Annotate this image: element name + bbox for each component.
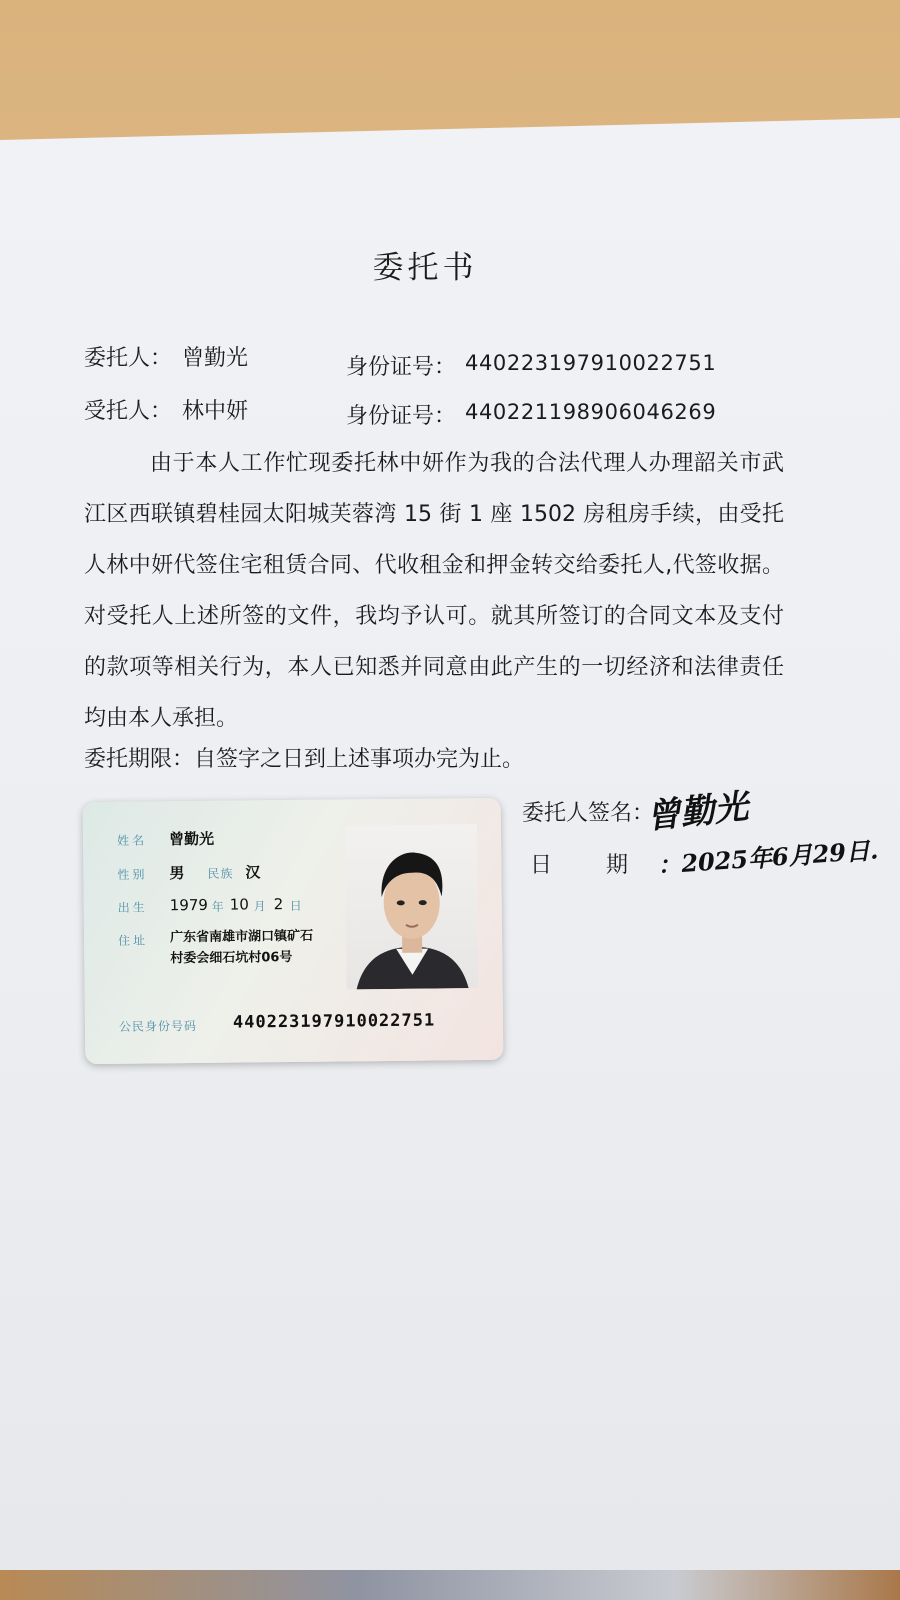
id-year-char: 年	[211, 899, 224, 914]
id-sex-label: 性别	[117, 867, 148, 882]
agent-label: 受托人：	[84, 399, 173, 424]
date-label	[530, 848, 628, 879]
id-name: 曾勤光	[168, 829, 215, 849]
entrustment-term: 委托期限：自签字之日到上述事项办完为止。	[84, 747, 525, 772]
id-sex: 男	[169, 864, 185, 883]
agent-id-label: 身份证号：	[346, 404, 457, 429]
id-day-char: 日	[289, 898, 302, 914]
id-address-line1: 广东省南雄市湖口镇矿石	[169, 928, 314, 946]
id-number: 440223197910022751	[232, 1010, 436, 1033]
date-label-char-2: 期	[606, 853, 629, 878]
agent-id-number: 440221198906046269	[465, 400, 717, 424]
portrait-photo	[345, 824, 479, 989]
id-address-line2: 村委会细石坑村06号	[170, 950, 293, 967]
principal-id-number: 440223197910022751	[465, 351, 717, 375]
id-ethnicity-label: 民族	[207, 866, 234, 881]
principal-label: 委托人：	[84, 346, 173, 371]
id-ethnicity: 汉	[245, 863, 261, 882]
id-card-copy	[83, 798, 504, 1064]
principal-name: 曾勤光	[182, 346, 249, 371]
handwritten-date: ：2025年6月29日.	[656, 835, 880, 880]
body-text: 由于本人工作忙现委托林中妍作为我的合法代理人办理韶关市武江区西联镇碧桂园太阳城芙蓉湾 15 街 1 座 1502 房租房手续，由受托人林中妍代签住宅租赁合同、代收租金和押金转交给委托人,代签收据。对受托人上述所签的文件，我均予认可。就其所签订的合同文本及支付的款项等相关行为，本人已知悉并同意由此产生的一切经济和法律责任均由本人承担。	[84, 451, 784, 731]
id-birth-label: 出生	[117, 900, 148, 915]
principal-id-label: 身份证号：	[346, 355, 457, 380]
document-title: 委托书	[372, 250, 478, 286]
id-birth-day: 2	[273, 895, 284, 914]
handwritten-signature: 曾勤光	[644, 786, 751, 838]
date-label-char-1: 日	[530, 853, 553, 878]
id-month-char: 月	[253, 899, 266, 914]
id-name-label: 姓名	[116, 833, 148, 848]
agent-name: 林中妍	[182, 399, 249, 424]
id-address-label: 住址	[118, 933, 149, 948]
body-paragraph	[84, 438, 784, 744]
signature-label: 委托人签名：	[522, 801, 655, 826]
id-birth-month: 10	[229, 895, 249, 914]
id-birth-year: 1979	[169, 895, 209, 915]
id-number-label: 公民身份号码	[118, 1019, 198, 1034]
